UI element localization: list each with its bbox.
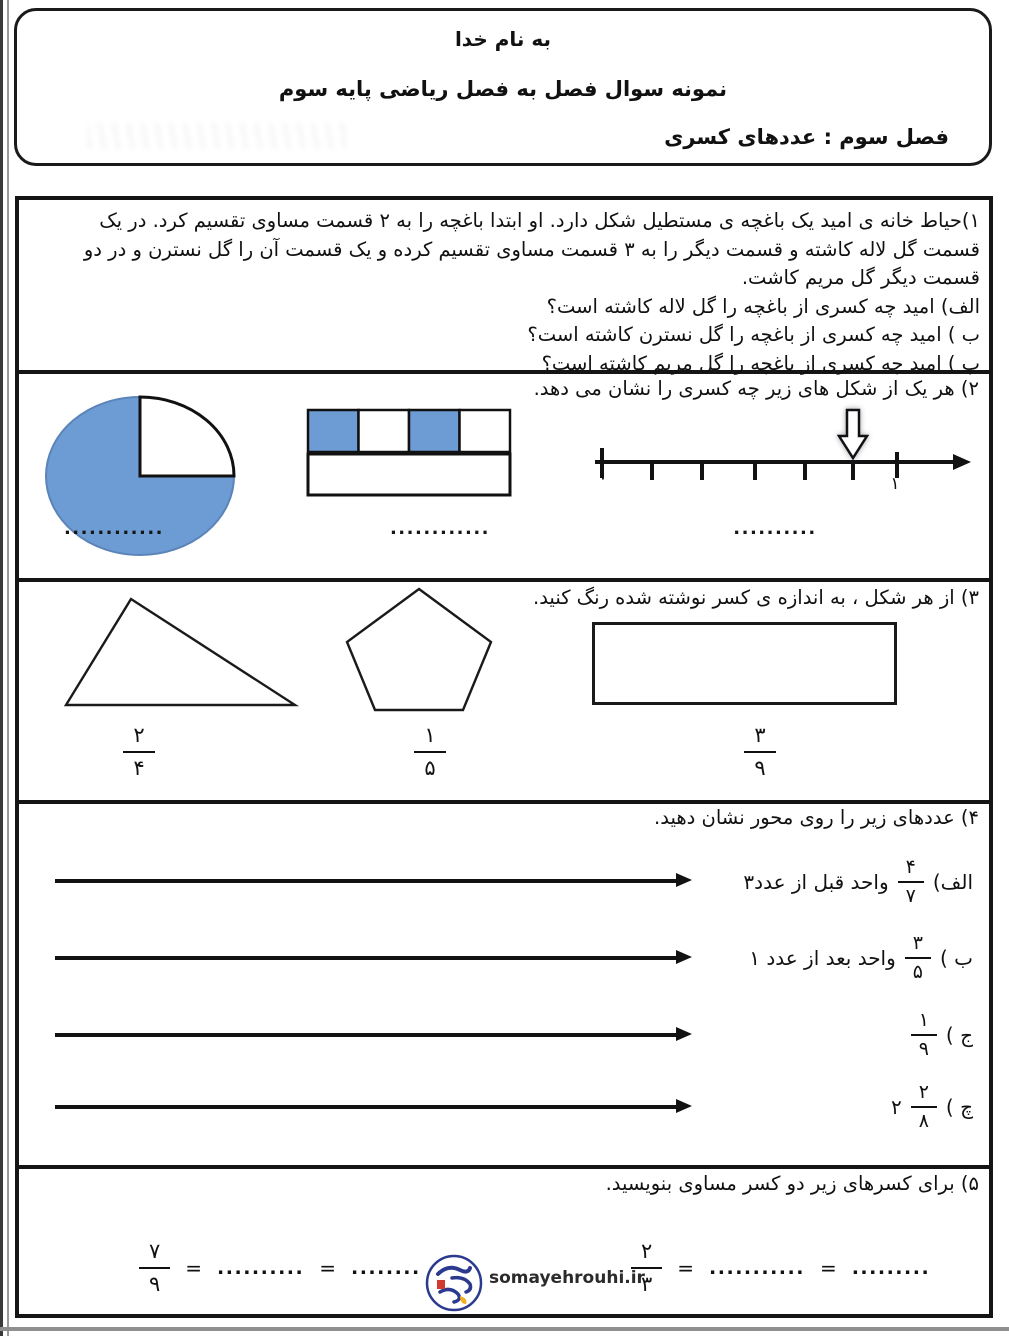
answer-dots: ............ xyxy=(389,518,491,539)
answer-dots: ............ xyxy=(63,518,165,539)
q1-line: الف) امید چه کسری از باغچه را گل لاله کاشته است؟ xyxy=(546,294,980,318)
answer-dots: ........... xyxy=(709,1257,805,1280)
fraction-numerator: ۴ xyxy=(898,857,924,883)
item-label: ج ) xyxy=(945,1023,973,1047)
question-2-title: ۲) هر یک از شکل های زیر چه کسری را نشان می دهد. xyxy=(533,377,979,400)
q1-line: قسمت گل لاله کاشته و قسمت دیگر را به ۳ قسمت مساوی تقسیم کرده و یک قسمت آن را گل نسترن و در دو xyxy=(83,237,980,261)
partitioned-rectangle-shape xyxy=(306,408,512,498)
fraction-denominator: ۹ xyxy=(149,1272,161,1297)
number-line-zero-label: ۰ xyxy=(598,468,608,488)
answer-dots: .......... xyxy=(733,518,817,539)
mixed-number-whole: ۲ xyxy=(890,1095,902,1119)
equals-sign: = xyxy=(677,1256,695,1281)
bismillah-text: به نام خدا xyxy=(454,27,552,51)
answer-dots: .......... xyxy=(217,1257,305,1280)
fraction-seven-ninths xyxy=(139,1240,170,1296)
q4-item-a xyxy=(743,850,973,914)
triangle-shape xyxy=(64,595,300,709)
item-label: چ ) xyxy=(945,1095,973,1119)
q4-item-b xyxy=(749,926,973,990)
answer-dots: ........ xyxy=(351,1257,421,1280)
fraction-denominator: ۷ xyxy=(905,885,916,907)
fraction-denominator: ۵ xyxy=(912,961,923,983)
fraction-one-ninth xyxy=(911,1010,937,1060)
fraction-denominator: ۹ xyxy=(918,1038,929,1060)
faint-watermark xyxy=(87,123,347,149)
fraction-denominator: ۹ xyxy=(754,756,766,781)
q1-line: ب ) امید چه کسری از باغچه را گل نسترن کاشته است؟ xyxy=(527,323,980,346)
equals-sign: = xyxy=(319,1256,336,1281)
header-box xyxy=(14,8,992,166)
fraction-numerator: ۳ xyxy=(744,724,775,753)
section-divider xyxy=(19,1165,989,1169)
fraction-numerator: ۲ xyxy=(911,1082,937,1108)
fraction-two-fourths xyxy=(114,724,164,780)
fraction-denominator: ۸ xyxy=(918,1110,929,1132)
number-line-arrow xyxy=(55,1033,677,1037)
number-line-arrow xyxy=(55,1105,677,1109)
q1-line: ۱)حیاط خانه ی امید یک باغچه ی مستطیل شکل دارد. او ابتدا باغچه را به ۲ قسمت مساوی تقسیم کرد. در یک xyxy=(99,209,980,232)
questions-box xyxy=(15,196,993,1318)
fraction-denominator: ۴ xyxy=(133,756,145,781)
fraction-numerator: ۷ xyxy=(139,1240,170,1269)
equals-sign: = xyxy=(819,1256,837,1281)
number-line xyxy=(585,400,987,510)
number-line-one-label: ۱ xyxy=(890,474,900,494)
chapter-title: فصل سوم : عددهای کسری xyxy=(664,125,949,149)
fraction-numerator: ۲ xyxy=(631,1240,662,1269)
item-text: واحد قبل از عدد۳ xyxy=(743,870,889,894)
number-line-arrow xyxy=(55,879,677,883)
fraction-denominator: ۵ xyxy=(424,756,436,781)
fraction-three-fifths xyxy=(905,933,931,983)
pentagon-shape xyxy=(344,586,496,714)
answer-dots: ......... xyxy=(851,1257,931,1280)
down-pointer-icon xyxy=(839,410,867,458)
equals-sign: = xyxy=(185,1256,203,1281)
rectangle-shape xyxy=(592,622,897,705)
section-divider xyxy=(19,800,989,804)
fraction-numerator: ۱ xyxy=(414,724,445,753)
site-url: somayehrouhi.ir xyxy=(489,1268,645,1288)
question-1 xyxy=(28,207,980,378)
q1-line: پ ) امید چه کسری از باغچه را گل مریم کاشته است؟ xyxy=(541,351,980,375)
worksheet-title: نمونه سوال فصل به فصل ریاضی پایه سوم xyxy=(278,77,728,101)
page-edge-line xyxy=(0,1327,1009,1331)
page-edge-line xyxy=(0,0,3,1336)
fraction-one-fifth xyxy=(405,724,455,780)
section-divider xyxy=(19,578,989,582)
item-label: ب ) xyxy=(940,946,973,970)
fraction-denominator: ۳ xyxy=(641,1272,653,1297)
site-logo-icon xyxy=(424,1252,486,1316)
number-line-arrow xyxy=(55,956,677,960)
q1-line: قسمت دیگر گل مریم کاشت. xyxy=(741,266,980,289)
fraction-numerator: ۳ xyxy=(905,933,931,959)
item-text: واحد بعد از عدد ۱ xyxy=(749,946,896,970)
q4-item-j xyxy=(911,1003,973,1067)
q5-left-equation xyxy=(139,1240,421,1296)
question-4-title: ۴) عددهای زیر را روی محور نشان دهید. xyxy=(654,806,979,829)
fraction-four-sevenths xyxy=(898,857,924,907)
q4-item-ch xyxy=(891,1075,973,1139)
item-label: الف) xyxy=(932,870,973,894)
q5-right-equation xyxy=(631,1240,930,1296)
fraction-numerator: ۲ xyxy=(123,724,154,753)
fraction-three-ninths xyxy=(735,724,785,780)
question-5-title: ۵) برای کسرهای زیر دو کسر مساوی بنویسید. xyxy=(605,1172,979,1195)
page-edge-line xyxy=(7,0,9,1336)
question-3-title: ۳) از هر شکل ، به اندازه ی کسر نوشته شده رنگ کنید. xyxy=(533,586,979,609)
fraction-numerator: ۱ xyxy=(911,1010,937,1036)
fraction-two-eighths xyxy=(911,1082,937,1132)
